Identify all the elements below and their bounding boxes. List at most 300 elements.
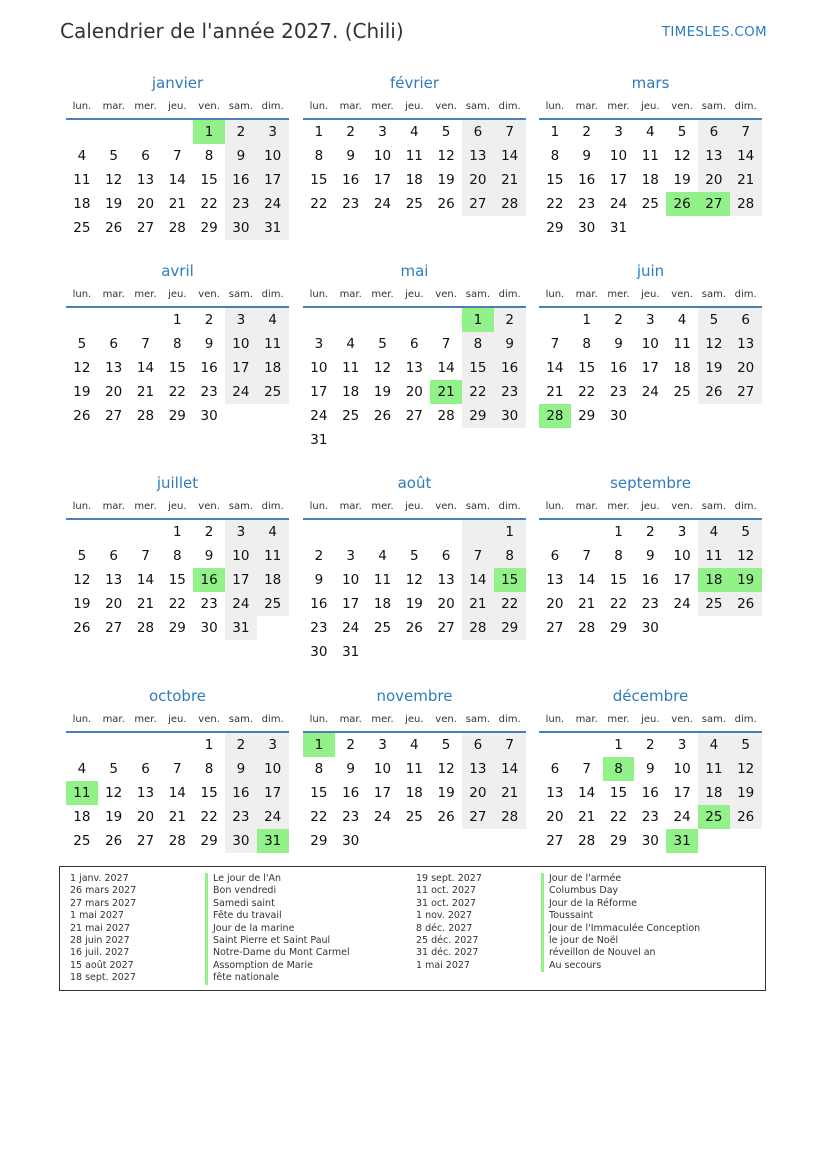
weekday-label: ven. — [198, 289, 220, 300]
day-cell: 20 — [546, 809, 564, 825]
day-cell: 11 — [373, 572, 392, 588]
day-cell: 30 — [578, 220, 596, 236]
day-cell: 22 — [310, 196, 328, 212]
day-cell: 20 — [136, 196, 155, 212]
day-cell: 2 — [494, 308, 526, 332]
weekday-label: lun. — [309, 101, 329, 112]
weekday-label: jeu. — [641, 101, 660, 112]
weekday-label: jeu. — [168, 289, 187, 300]
day-cell: 28 — [168, 220, 186, 236]
day-cell: 29 — [462, 404, 494, 428]
empty-cell — [367, 308, 399, 332]
day-cell: 25 — [257, 380, 289, 404]
day-cell: 26 — [73, 408, 91, 424]
holiday-day-cell: 16 — [193, 568, 225, 592]
day-cell: 17 — [641, 360, 659, 376]
day-cell: 3 — [645, 312, 655, 328]
day-cell: 24 — [310, 408, 328, 424]
legend-holiday-name: Jour de l'armée — [541, 873, 700, 885]
legend-holiday-name: Notre-Dame du Mont Carmel — [205, 947, 350, 959]
weekday-label: dim. — [498, 501, 521, 512]
weekday-label: ven. — [198, 714, 220, 725]
day-cell: 6 — [730, 308, 762, 332]
day-cell: 11 — [73, 172, 91, 188]
empty-cell — [430, 308, 462, 332]
day-cell: 12 — [405, 572, 423, 588]
day-cell: 9 — [346, 148, 355, 164]
day-cell: 31 — [257, 216, 289, 240]
day-cell: 5 — [109, 761, 118, 777]
day-cell: 13 — [105, 360, 123, 376]
weekday-label: jeu. — [641, 714, 660, 725]
legend-holiday-name: Jour de la marine — [205, 923, 350, 935]
weekday-label: ven. — [671, 714, 693, 725]
day-cell: 15 — [609, 572, 628, 588]
weekday-label: lun. — [545, 714, 565, 725]
day-cell: 19 — [73, 596, 91, 612]
day-cell: 20 — [462, 168, 494, 192]
day-cell: 27 — [730, 380, 762, 404]
legend-date: 25 déc. 2027 — [416, 934, 479, 946]
weekday-label: ven. — [198, 101, 220, 112]
day-cell: 22 — [200, 809, 218, 825]
day-cell: 17 — [609, 172, 628, 188]
month-9 — [66, 683, 289, 853]
day-cell: 7 — [441, 336, 451, 352]
weekday-label: jeu. — [168, 501, 187, 512]
day-cell: 18 — [342, 384, 360, 400]
day-cell: 12 — [105, 785, 123, 801]
day-cell: 20 — [136, 809, 155, 825]
weekday-header — [66, 96, 289, 120]
holiday-day-cell: 15 — [494, 568, 526, 592]
day-cell: 27 — [105, 620, 123, 636]
day-cell: 27 — [105, 408, 123, 424]
holiday-day-cell: 1 — [193, 120, 225, 144]
day-grid — [303, 120, 526, 216]
day-cell: 11 — [257, 332, 289, 356]
weekday-label: jeu. — [641, 501, 660, 512]
day-cell: 26 — [73, 620, 91, 636]
day-cell: 5 — [441, 737, 451, 753]
day-cell: 9 — [614, 336, 623, 352]
day-cell: 16 — [225, 168, 257, 192]
day-cell: 22 — [168, 384, 186, 400]
legend-holiday-name: Jour de la Réforme — [541, 898, 700, 910]
day-cell: 17 — [373, 785, 392, 801]
weekday-label: mer. — [371, 501, 394, 512]
legend-date: 27 mars 2027 — [70, 897, 137, 909]
page-title: Calendrier de l'année 2027. (Chili) — [60, 19, 404, 43]
weekday-label: ven. — [435, 289, 457, 300]
day-cell: 13 — [105, 572, 123, 588]
month-name: décembre — [612, 687, 689, 705]
day-cell: 9 — [225, 757, 257, 781]
day-cell: 3 — [677, 524, 687, 540]
day-cell: 6 — [550, 761, 560, 777]
day-cell: 4 — [257, 308, 289, 332]
legend-dates-col-1 — [70, 873, 136, 985]
weekday-label: sam. — [465, 501, 491, 512]
empty-cell — [539, 520, 571, 544]
day-cell: 8 — [204, 148, 214, 164]
day-cell: 22 — [462, 380, 494, 404]
day-cell: 11 — [641, 148, 659, 164]
month-name: novembre — [376, 687, 453, 705]
day-grid — [303, 733, 526, 853]
holiday-day-cell: 31 — [257, 829, 289, 853]
day-cell: 14 — [136, 572, 155, 588]
day-grid — [539, 520, 762, 640]
legend-holiday-name: réveillon de Nouvel an — [541, 947, 700, 959]
day-cell: 13 — [136, 785, 155, 801]
day-cell: 29 — [546, 220, 564, 236]
weekday-label: dim. — [261, 714, 284, 725]
day-grid — [303, 308, 526, 452]
day-cell: 13 — [698, 144, 730, 168]
day-cell: 14 — [546, 360, 564, 376]
day-cell: 6 — [109, 548, 118, 564]
day-cell: 14 — [494, 144, 526, 168]
weekday-label: dim. — [734, 501, 757, 512]
day-cell: 24 — [609, 196, 628, 212]
day-cell: 9 — [225, 144, 257, 168]
weekday-label: mer. — [607, 289, 630, 300]
month-name: juin — [636, 262, 665, 280]
day-cell: 22 — [168, 596, 186, 612]
weekday-label: lun. — [309, 501, 329, 512]
month-1 — [303, 70, 526, 216]
month-5 — [539, 258, 762, 428]
day-cell: 18 — [373, 596, 392, 612]
day-cell: 15 — [546, 172, 564, 188]
empty-cell — [398, 520, 430, 544]
day-cell: 5 — [109, 148, 118, 164]
day-grid — [539, 120, 762, 240]
day-cell: 19 — [373, 384, 392, 400]
day-cell: 8 — [172, 548, 182, 564]
day-cell: 27 — [546, 833, 564, 849]
day-cell: 6 — [109, 336, 118, 352]
weekday-label: sam. — [701, 289, 727, 300]
legend-date: 28 juin 2027 — [70, 934, 130, 946]
empty-cell — [130, 308, 162, 332]
day-cell: 10 — [373, 761, 392, 777]
day-cell: 30 — [641, 620, 659, 636]
weekday-label: mer. — [134, 101, 157, 112]
day-cell: 2 — [346, 124, 355, 140]
day-cell: 29 — [168, 408, 186, 424]
day-cell: 23 — [342, 196, 360, 212]
day-cell: 29 — [578, 408, 596, 424]
brand-link[interactable]: TIMESLES.COM — [661, 24, 767, 40]
day-cell: 13 — [405, 360, 423, 376]
weekday-label: jeu. — [168, 101, 187, 112]
weekday-label: mer. — [134, 714, 157, 725]
legend-date: 16 juil. 2027 — [70, 947, 130, 959]
day-cell: 6 — [141, 761, 150, 777]
day-cell: 7 — [582, 761, 591, 777]
legend-date: 26 mars 2027 — [70, 885, 137, 897]
weekday-label: lun. — [72, 101, 92, 112]
weekday-header — [303, 284, 526, 308]
day-cell: 7 — [494, 120, 526, 144]
day-cell: 17 — [225, 568, 257, 592]
day-cell: 27 — [437, 620, 455, 636]
day-cell: 18 — [257, 568, 289, 592]
day-cell: 10 — [225, 544, 257, 568]
day-cell: 27 — [462, 805, 494, 829]
day-cell: 27 — [546, 620, 564, 636]
weekday-header — [539, 709, 762, 733]
day-cell: 9 — [645, 548, 655, 564]
day-cell: 18 — [405, 172, 423, 188]
day-cell: 13 — [136, 172, 155, 188]
day-cell: 27 — [405, 408, 423, 424]
day-cell: 26 — [105, 833, 123, 849]
empty-cell — [98, 120, 130, 144]
day-cell: 18 — [73, 196, 91, 212]
day-cell: 26 — [730, 805, 762, 829]
day-cell: 16 — [641, 785, 659, 801]
day-cell: 13 — [730, 332, 762, 356]
empty-cell — [335, 520, 367, 544]
empty-cell — [571, 733, 603, 757]
day-cell: 29 — [200, 220, 218, 236]
legend-holiday-name: Bon vendredi — [205, 885, 350, 897]
weekday-label: ven. — [198, 501, 220, 512]
day-cell: 20 — [437, 596, 455, 612]
weekday-label: ven. — [671, 501, 693, 512]
day-cell: 23 — [200, 596, 218, 612]
day-cell: 4 — [257, 520, 289, 544]
weekday-label: sam. — [228, 289, 254, 300]
day-cell: 16 — [310, 596, 328, 612]
day-cell: 8 — [494, 544, 526, 568]
day-cell: 7 — [462, 544, 494, 568]
weekday-label: dim. — [498, 289, 521, 300]
weekday-label: jeu. — [405, 714, 424, 725]
day-cell: 9 — [346, 761, 355, 777]
day-cell: 17 — [342, 596, 360, 612]
weekday-label: sam. — [465, 289, 491, 300]
month-name: août — [397, 474, 432, 492]
day-cell: 8 — [582, 336, 591, 352]
day-cell: 12 — [730, 544, 762, 568]
weekday-header — [66, 709, 289, 733]
holiday-day-cell: 21 — [430, 380, 462, 404]
day-cell: 11 — [405, 148, 423, 164]
day-cell: 22 — [200, 196, 218, 212]
day-cell: 4 — [346, 336, 355, 352]
weekday-label: sam. — [465, 714, 491, 725]
day-cell: 25 — [73, 833, 91, 849]
day-cell: 15 — [578, 360, 596, 376]
day-cell: 18 — [673, 360, 691, 376]
day-cell: 14 — [437, 360, 455, 376]
day-cell: 29 — [609, 833, 628, 849]
day-cell: 19 — [730, 781, 762, 805]
weekday-header — [303, 709, 526, 733]
day-cell: 12 — [105, 172, 123, 188]
day-cell: 6 — [550, 548, 560, 564]
day-cell: 6 — [462, 120, 494, 144]
month-name: mai — [400, 262, 429, 280]
empty-cell — [66, 308, 98, 332]
day-grid — [539, 308, 762, 428]
weekday-label: mar. — [575, 501, 598, 512]
day-cell: 25 — [673, 384, 691, 400]
day-cell: 20 — [462, 781, 494, 805]
day-cell: 22 — [546, 196, 564, 212]
legend-holiday-name: Assomption de Marie — [205, 960, 350, 972]
day-cell: 12 — [437, 148, 455, 164]
day-cell: 21 — [494, 781, 526, 805]
month-name: janvier — [151, 74, 204, 92]
day-cell: 21 — [168, 809, 186, 825]
day-cell: 28 — [168, 833, 186, 849]
day-cell: 18 — [73, 809, 91, 825]
holiday-day-cell: 1 — [303, 733, 335, 757]
legend-holiday-name: Fête du travail — [205, 910, 350, 922]
day-cell: 2 — [314, 548, 324, 564]
weekday-label: jeu. — [405, 289, 424, 300]
weekday-header — [539, 96, 762, 120]
weekday-header — [303, 96, 526, 120]
day-cell: 3 — [314, 336, 324, 352]
day-cell: 26 — [373, 408, 392, 424]
day-cell: 8 — [204, 761, 214, 777]
day-cell: 30 — [200, 408, 218, 424]
weekday-label: dim. — [261, 501, 284, 512]
day-cell: 13 — [546, 572, 564, 588]
day-cell: 19 — [105, 196, 123, 212]
legend-date: 1 janv. 2027 — [70, 873, 129, 884]
weekday-header — [303, 496, 526, 520]
day-cell: 24 — [257, 805, 289, 829]
weekday-label: lun. — [72, 714, 92, 725]
empty-cell — [66, 733, 98, 757]
day-cell: 3 — [614, 124, 623, 140]
day-cell: 8 — [550, 148, 560, 164]
day-cell: 30 — [342, 833, 360, 849]
day-cell: 3 — [677, 737, 687, 753]
day-cell: 19 — [437, 172, 455, 188]
day-cell: 6 — [141, 148, 150, 164]
legend-holiday-name: Samedi saint — [205, 898, 350, 910]
month-name: octobre — [148, 687, 207, 705]
day-cell: 26 — [105, 220, 123, 236]
weekday-label: lun. — [72, 289, 92, 300]
day-cell: 23 — [641, 809, 659, 825]
day-cell: 28 — [578, 620, 596, 636]
day-cell: 22 — [609, 809, 628, 825]
day-cell: 19 — [105, 809, 123, 825]
day-cell: 19 — [405, 596, 423, 612]
day-cell: 22 — [609, 596, 628, 612]
day-cell: 26 — [405, 620, 423, 636]
empty-cell — [303, 520, 335, 544]
day-cell: 7 — [730, 120, 762, 144]
legend-holiday-name: Le jour de l'An — [205, 873, 350, 885]
day-cell: 30 — [225, 216, 257, 240]
weekday-label: mer. — [607, 501, 630, 512]
legend-dates-col-2 — [416, 873, 482, 972]
weekday-label: jeu. — [641, 289, 660, 300]
day-cell: 8 — [614, 548, 623, 564]
day-cell: 3 — [257, 120, 289, 144]
day-cell: 14 — [578, 572, 596, 588]
day-cell: 10 — [257, 144, 289, 168]
day-cell: 14 — [462, 568, 494, 592]
weekday-label: dim. — [498, 101, 521, 112]
weekday-label: mer. — [371, 101, 394, 112]
legend-holiday-name: le jour de Noël — [541, 935, 700, 947]
weekday-header — [539, 284, 762, 308]
weekday-label: mar. — [339, 501, 362, 512]
day-grid — [303, 520, 526, 664]
weekday-label: sam. — [228, 714, 254, 725]
day-cell: 15 — [310, 172, 328, 188]
day-cell: 1 — [172, 312, 182, 328]
day-cell: 13 — [462, 144, 494, 168]
weekday-label: lun. — [309, 714, 329, 725]
empty-cell — [161, 733, 193, 757]
day-cell: 7 — [582, 548, 591, 564]
day-cell: 29 — [310, 833, 328, 849]
weekday-header — [539, 496, 762, 520]
weekday-label: mar. — [102, 289, 125, 300]
holiday-day-cell: 11 — [66, 781, 98, 805]
month-name: juillet — [156, 474, 199, 492]
day-cell: 16 — [342, 172, 360, 188]
day-cell: 3 — [257, 733, 289, 757]
day-cell: 21 — [546, 384, 564, 400]
day-cell: 1 — [172, 524, 182, 540]
weekday-label: mer. — [134, 289, 157, 300]
day-cell: 25 — [257, 592, 289, 616]
weekday-label: sam. — [228, 101, 254, 112]
day-cell: 31 — [310, 432, 328, 448]
weekday-label: dim. — [734, 101, 757, 112]
day-cell: 28 — [462, 616, 494, 640]
day-cell: 19 — [698, 356, 730, 380]
day-cell: 30 — [494, 404, 526, 428]
day-cell: 5 — [698, 308, 730, 332]
day-cell: 30 — [310, 644, 328, 660]
day-cell: 9 — [582, 148, 591, 164]
day-cell: 25 — [405, 809, 423, 825]
day-cell: 30 — [641, 833, 659, 849]
weekday-label: sam. — [465, 101, 491, 112]
day-cell: 23 — [609, 384, 628, 400]
day-cell: 1 — [582, 312, 591, 328]
day-cell: 20 — [405, 384, 423, 400]
empty-cell — [303, 308, 335, 332]
weekday-label: mar. — [339, 714, 362, 725]
day-cell: 2 — [225, 120, 257, 144]
day-cell: 23 — [225, 805, 257, 829]
month-2 — [539, 70, 762, 240]
holiday-day-cell: 28 — [539, 404, 571, 428]
day-cell: 30 — [200, 620, 218, 636]
day-cell: 11 — [342, 360, 360, 376]
day-cell: 1 — [614, 524, 623, 540]
legend-holiday-name: Toussaint — [541, 910, 700, 922]
day-cell: 7 — [172, 148, 182, 164]
weekday-label: dim. — [498, 714, 521, 725]
day-cell: 17 — [373, 172, 392, 188]
